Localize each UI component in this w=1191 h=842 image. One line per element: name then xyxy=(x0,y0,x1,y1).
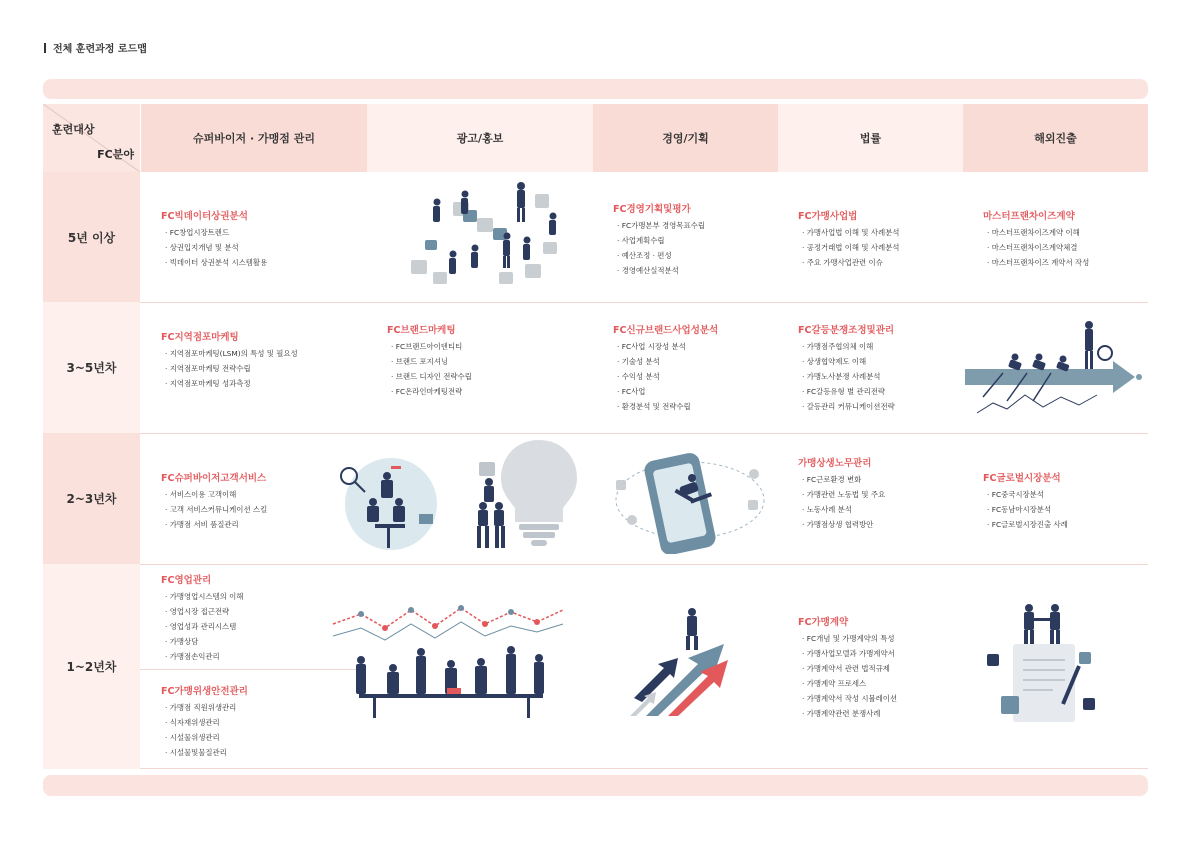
course-item: · 빅데이터 상권분석 시스템활용 xyxy=(161,255,267,270)
course-item: · FC개념 및 가맹계약의 특성 xyxy=(798,631,897,646)
course-item: · 서비스이용 고객이해 xyxy=(161,487,267,502)
course-item: · FC갈등유형 별 관리전략 xyxy=(798,384,895,399)
course-title: FC갈등분쟁조정및관리 xyxy=(798,325,895,336)
course-title: FC글로벌시장분석 xyxy=(983,473,1061,484)
course-title: FC경영기획및평가 xyxy=(613,204,691,215)
course-item: · 가맹계약서 관련 법적규제 xyxy=(798,661,897,676)
course-r1-management xyxy=(613,201,705,278)
course-title: 가맹상생노무관리 xyxy=(798,458,872,469)
course-r2-supervisor xyxy=(161,329,298,391)
top-decor-band xyxy=(43,79,1148,99)
course-title: FC신규브랜드사업성분석 xyxy=(613,325,719,336)
course-item: · 기술성 분석 xyxy=(613,354,718,369)
course-item: · 마스터프랜차이즈계약 이해 xyxy=(983,225,1089,240)
course-item: · 영업성과 관리시스템 xyxy=(161,619,243,634)
course-item: · 가맹노사분쟁 사례분석 xyxy=(798,369,895,384)
course-item: · FC글로벌시장진출 사례 xyxy=(983,517,1068,532)
lightbulb-puzzle-illustration xyxy=(465,436,585,554)
course-item: · 가맹사업모델과 가맹계약서 xyxy=(798,646,897,661)
course-item: · 브랜드 디자인 전략수립 xyxy=(387,369,472,384)
course-item: · FC브랜드아이덴티티 xyxy=(387,339,472,354)
course-item: · 가맹상담 xyxy=(161,634,243,649)
course-item: · 고객 서비스커뮤니케이션 스킬 xyxy=(161,502,267,517)
course-item: · 지역점포마케팅 성과측정 xyxy=(161,376,298,391)
course-r2-management xyxy=(613,322,718,414)
course-item: · 수익성 분석 xyxy=(613,369,718,384)
course-item: · 마스터프랜차이즈 계약서 작성 xyxy=(983,255,1089,270)
course-r1-supervisor xyxy=(161,208,267,270)
smartphone-runner-illustration xyxy=(608,444,773,554)
row-divider xyxy=(140,302,1148,303)
course-title: FC가맹사업법 xyxy=(798,211,858,222)
course-item: · 가맹계약 프로세스 xyxy=(798,676,897,691)
course-item: · 브랜드 포지셔닝 xyxy=(387,354,472,369)
course-item: · 가맹점 서비 품질관리 xyxy=(161,517,267,532)
row-divider xyxy=(140,768,1148,769)
course-title: FC가맹계약 xyxy=(798,617,849,628)
course-item: · FC가맹본부 경영목표수립 xyxy=(613,218,705,233)
contract-handshake-illustration xyxy=(983,602,1108,730)
course-item: · FC중국시장분석 xyxy=(983,487,1068,502)
column-header-management: 경영/기획 xyxy=(593,104,778,172)
course-title: 마스터프랜차이즈계약 xyxy=(983,211,1075,222)
row-divider xyxy=(140,433,1148,434)
table-corner-cell xyxy=(43,104,140,172)
column-header-law: 법률 xyxy=(778,104,963,172)
course-r3-overseas xyxy=(983,470,1068,532)
course-item: · 환경분석 및 전략수립 xyxy=(613,399,718,414)
course-item: · 상권입지개념 및 분석 xyxy=(161,240,267,255)
course-item: · 가맹점주협의체 이해 xyxy=(798,339,895,354)
course-item: · 가맹사업법 이해 및 사례분석 xyxy=(798,225,899,240)
course-item: · 주요 가맹사업관련 이슈 xyxy=(798,255,899,270)
roadmap-table xyxy=(43,104,1148,769)
column-header-overseas: 해외진출 xyxy=(963,104,1148,172)
course-item: · FC창업시장트렌드 xyxy=(161,225,267,240)
course-item: · 지역점포마케팅 전략수립 xyxy=(161,361,298,376)
course-r3-law xyxy=(798,455,885,532)
course-item: · 노동사례 분석 xyxy=(798,502,885,517)
course-item: · 가맹영업시스템의 이해 xyxy=(161,589,243,604)
course-item: · 사업계획수립 xyxy=(613,233,705,248)
business-meeting-chart-illustration xyxy=(331,602,571,720)
course-item: · FC동남아시장분석 xyxy=(983,502,1068,517)
course-item: · FC온라인마케팅전략 xyxy=(387,384,472,399)
course-item: · 가맹관련 노동법 및 주요 xyxy=(798,487,885,502)
course-title: FC슈퍼바이저고객서비스 xyxy=(161,473,267,484)
row-divider xyxy=(140,564,1148,565)
row-label-2-3: 2~3년차 xyxy=(43,433,140,564)
course-item: · 갈등관리 커뮤니케이션전략 xyxy=(798,399,895,414)
course-r3-supervisor xyxy=(161,470,267,532)
course-title: FC브랜드마케팅 xyxy=(387,325,456,336)
course-item: · 가맹점상생 협력방안 xyxy=(798,517,885,532)
course-title: FC가맹위생안전관리 xyxy=(161,686,248,697)
course-item: · FC사업 시장성 분석 xyxy=(613,339,718,354)
course-item: · 영업시장 접근전략 xyxy=(161,604,243,619)
course-r2-law xyxy=(798,322,895,414)
course-r1-overseas xyxy=(983,208,1089,270)
field-label: FC분야 xyxy=(97,148,134,161)
row-label-5plus: 5년 이상 xyxy=(43,172,140,302)
course-item: · 시설물위생관리 xyxy=(161,730,248,745)
target-label: 훈련대상 xyxy=(52,123,95,136)
course-title: FC지역점포마케팅 xyxy=(161,332,239,343)
page-title: 전체 훈련과정 로드맵 xyxy=(44,40,147,55)
course-item: · 예산조정 · 편성 xyxy=(613,248,705,263)
course-title: FC빅데이터상권분석 xyxy=(161,211,248,222)
course-item: · 가맹계약서 작성 시뮬레이션 xyxy=(798,691,897,706)
course-item: · 마스터프랜차이즈계약체결 xyxy=(983,240,1089,255)
course-r4-hygiene xyxy=(161,683,248,760)
course-item: · 가맹계약관련 분쟁사례 xyxy=(798,706,897,721)
course-title: FC영업관리 xyxy=(161,575,212,586)
column-header-advertising: 광고/홍보 xyxy=(367,104,593,172)
row-label-3-5: 3~5년차 xyxy=(43,302,140,433)
puzzle-business-team-illustration xyxy=(403,180,563,295)
course-r4-law xyxy=(798,614,897,721)
course-item: · 가맹점 직원위생관리 xyxy=(161,700,248,715)
course-item: · FC사업 xyxy=(613,384,718,399)
course-item: · 식자재위생관리 xyxy=(161,715,248,730)
column-header-supervisor: 슈퍼바이저 · 가맹점 관리 xyxy=(141,104,367,172)
course-item: · 시설물및물질관리 xyxy=(161,745,248,760)
course-r1-law xyxy=(798,208,899,270)
course-item: · 공정거래법 이해 및 사례분석 xyxy=(798,240,899,255)
course-item: · FC근로환경 변화 xyxy=(798,472,885,487)
arrows-growth-illustration xyxy=(628,604,738,719)
course-r4-sales xyxy=(161,572,243,664)
course-item: · 가맹점손익관리 xyxy=(161,649,243,664)
sub-row-divider xyxy=(140,669,356,670)
course-item: · 지역점포마케팅(LSM)의 특성 및 필요성 xyxy=(161,346,298,361)
course-r2-ad xyxy=(387,322,472,399)
course-item: · 상생협약제도 이해 xyxy=(798,354,895,369)
course-item: · 경영예산실적분석 xyxy=(613,263,705,278)
teamwork-magnifier-illustration xyxy=(335,456,445,552)
rowing-team-arrow-illustration xyxy=(963,317,1148,417)
bottom-decor-band xyxy=(43,775,1148,796)
row-label-1-2: 1~2년차 xyxy=(43,564,140,769)
